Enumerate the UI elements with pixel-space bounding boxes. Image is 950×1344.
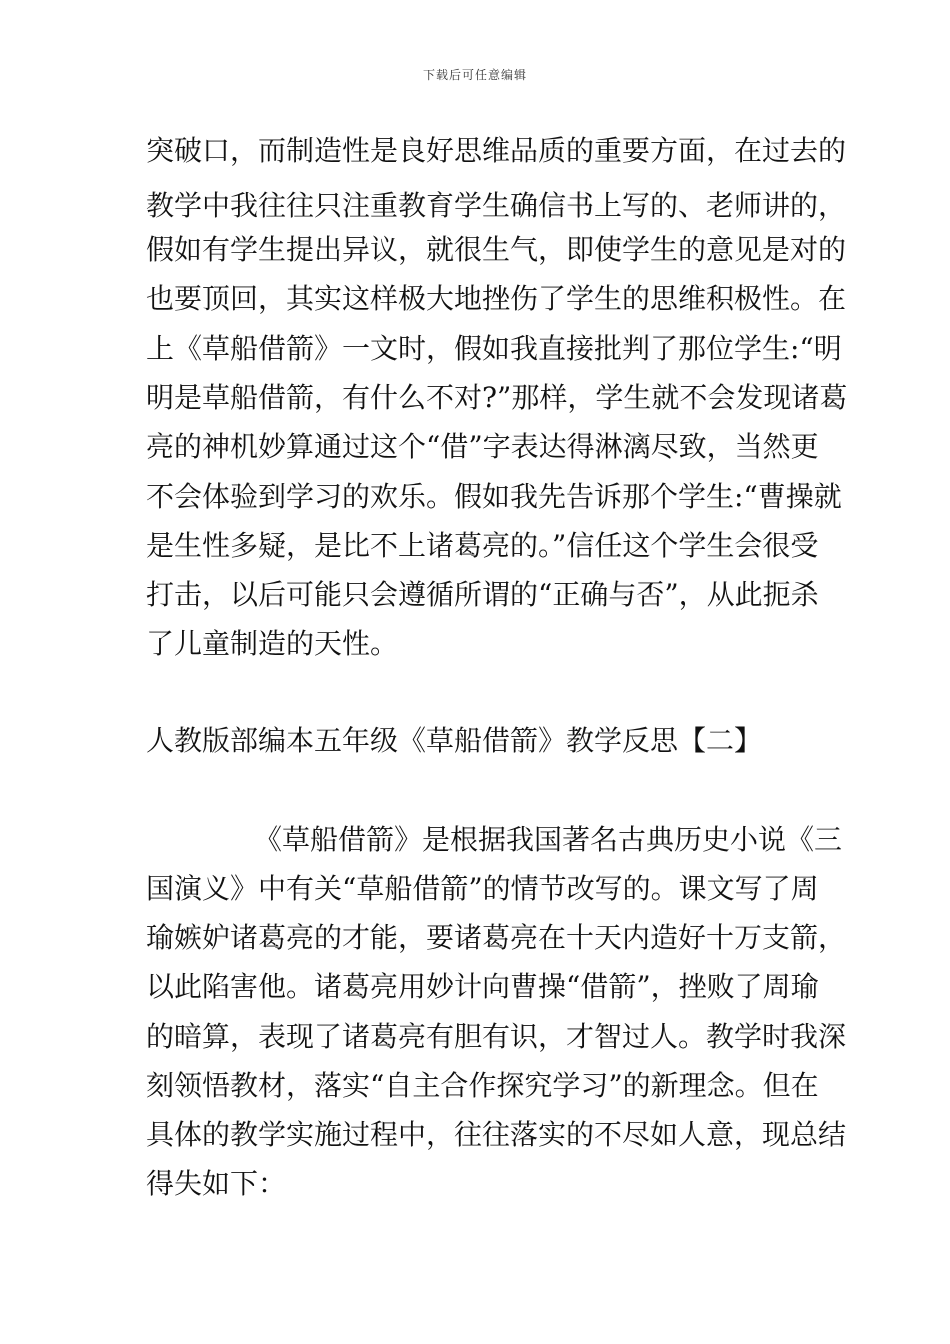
paragraph-line: 打击，以后可能只会遵循所谓的“正确与否”，从此扼杀 [146,578,819,611]
paragraph-line: 得失如下： [146,1167,287,1200]
paragraph-line: 明是草船借箭，有什么不对?”那样，学生就不会发现诸葛 [146,381,848,414]
paragraph-line: 了儿童制造的天性。 [146,627,399,660]
paragraph-line: 突破口，而制造性是良好思维品质的重要方面，在过去的 [146,134,847,167]
paragraph-line: 具体的教学实施过程中，往往落实的不尽如人意，现总结 [146,1118,847,1151]
paragraph-line: 《草船借箭》是根据我国著名古典历史小说《三 [254,823,843,856]
paragraph-line: 也要顶回，其实这样极大地挫伤了学生的思维积极性。在 [146,282,847,315]
paragraph-line: 亮的神机妙算通过这个“借”字表达得淋漓尽致，当然更 [146,430,819,463]
paragraph-line: 国演义》中有关“草船借箭”的情节改写的。课文写了周 [146,872,819,905]
paragraph-line: 教学中我往往只注重教育学生确信书上写的、老师讲的， [146,189,847,222]
paragraph-line: 的暗算，表现了诸葛亮有胆有识，才智过人。教学时我深 [146,1020,847,1053]
paragraph-line: 不会体验到学习的欢乐。假如我先告诉那个学生:“曹操就 [146,480,842,513]
header-note: 下载后可任意编辑 [422,68,527,82]
paragraph-line: 刻领悟教材，落实“自主合作探究学习”的新理念。但在 [146,1069,819,1102]
section-title: 人教版部编本五年级《草船借箭》教学反思【二】 [146,724,763,757]
paragraph-line: 假如有学生提出异议，就很生气，即使学生的意见是对的 [146,233,847,266]
paragraph-line: 瑜嫉妒诸葛亮的才能，要诸葛亮在十天内造好十万支箭， [146,921,847,954]
paragraph-line: 以此陷害他。诸葛亮用妙计向曹操“借箭”，挫败了周瑜 [146,970,819,1003]
paragraph-line: 是生性多疑，是比不上诸葛亮的。”信任这个学生会很受 [146,529,819,562]
paragraph-line: 上《草船借箭》一文时，假如我直接批判了那位学生:“明 [146,332,842,365]
